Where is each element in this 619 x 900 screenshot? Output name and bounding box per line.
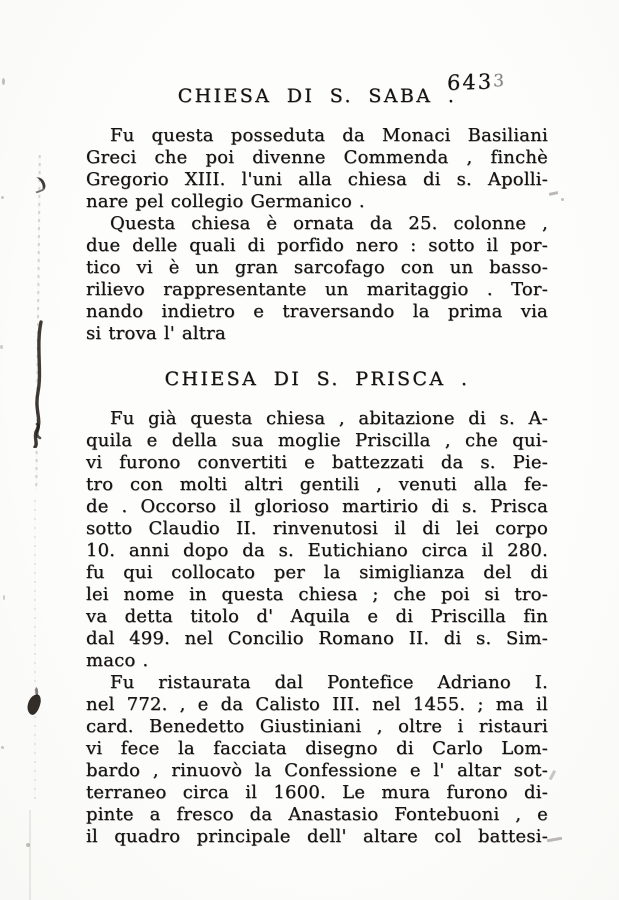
ink-smudge-hook (31, 175, 48, 193)
text-line: de . Occorso il glorioso martirio di s. Prisca (86, 496, 548, 517)
page-number-ghost-mark: 3 (492, 70, 507, 92)
text-line: bardo , rinuovò la Confessione e l' altar sot- (86, 760, 548, 781)
edge-speck (1, 196, 4, 199)
text-line: il quadro principale dell' altare col battesi- (86, 826, 548, 847)
text-line: terraneo circa il 1600. Le mura furono di- (86, 782, 548, 803)
text-line: due delle quali di porfido nero : sotto il por- (86, 235, 548, 256)
edge-speck (0, 345, 3, 349)
gutter-shadow-bottom (29, 810, 31, 900)
edge-speck (26, 843, 30, 847)
paragraph (86, 213, 548, 345)
section-heading-chiesa-di-s-prisca: CHIESA DI S. PRISCA . (164, 368, 470, 390)
text-line: tro con molti altri gentili , venuti alla fe- (86, 474, 548, 495)
gutter-shadow-lower (34, 500, 36, 800)
ink-smudge (549, 191, 558, 195)
ink-smudge-squiggle (29, 320, 51, 448)
text-line: vi furono convertiti e battezzati da s. Pie- (86, 452, 548, 473)
text-line: fu qui collocato per la simiglianza del di (86, 562, 548, 583)
text-line: sotto Claudio II. rinvenutosi il di lei corpo (86, 518, 548, 539)
text-line: Questa chiesa è ornata da 25. colonne , (110, 213, 548, 234)
text-line: Fu ristaurata dal Pontefice Adriano I. (110, 672, 548, 693)
text-line: rilievo rappresentante un maritaggio . Tor- (86, 279, 548, 300)
text-line: nando indietro e traversando la prima via (86, 301, 548, 322)
ink-smudge (549, 770, 556, 780)
text-line: nel 772. , e da Calisto III. nel 1455. ; ma il (86, 694, 548, 715)
text-line: pinte a fresco da Anastasio Fontebuoni , e (86, 804, 548, 825)
edge-speck (2, 78, 5, 85)
paragraph (86, 408, 548, 672)
text-line: card. Benedetto Giustiniani , oltre i ristauri (86, 716, 548, 737)
text-line: lei nome in questa chiesa ; che poi si tro- (86, 584, 548, 605)
text-line: Fu questa posseduta da Monaci Basiliani (110, 125, 548, 146)
text-line: vi fece la facciata disegno di Carlo Lom- (86, 738, 548, 759)
edge-speck (3, 595, 5, 600)
edge-speck (1, 746, 4, 749)
ink-smudge (547, 837, 562, 842)
text-line: nare pel collegio Germanico . (86, 191, 365, 212)
text-line: dal 499. nel Concilio Romano II. di s. Sim- (86, 628, 548, 649)
text-line: Greci che poi divenne Commenda , finchè (86, 147, 548, 168)
text-line: 10. anni dopo da s. Eutichiano circa il 280. (86, 540, 548, 561)
paragraph (86, 672, 548, 848)
paragraph (86, 125, 548, 213)
section-heading-chiesa-di-s-saba: CHIESA DI S. SABA . (177, 85, 457, 107)
text-line: tico vi è un gran sarcofago con un basso- (86, 257, 548, 278)
ink-smudge (561, 198, 564, 201)
text-line: va detta titolo d' Aquila e di Priscilla fin (86, 606, 548, 627)
text-column (86, 0, 548, 848)
text-line: Gregorio XIII. l'uni alla chiesa di s. Apolli- (86, 169, 548, 190)
text-line: Fu già questa chiesa , abitazione di s. A- (110, 408, 548, 429)
text-line: si trova l' altra (86, 323, 226, 344)
text-line: quila e della sua moglie Priscilla , che qui- (86, 430, 548, 451)
ink-smudge-blob (26, 693, 43, 716)
text-line: maco . (86, 650, 149, 671)
page-number-value: 643 (446, 69, 494, 96)
